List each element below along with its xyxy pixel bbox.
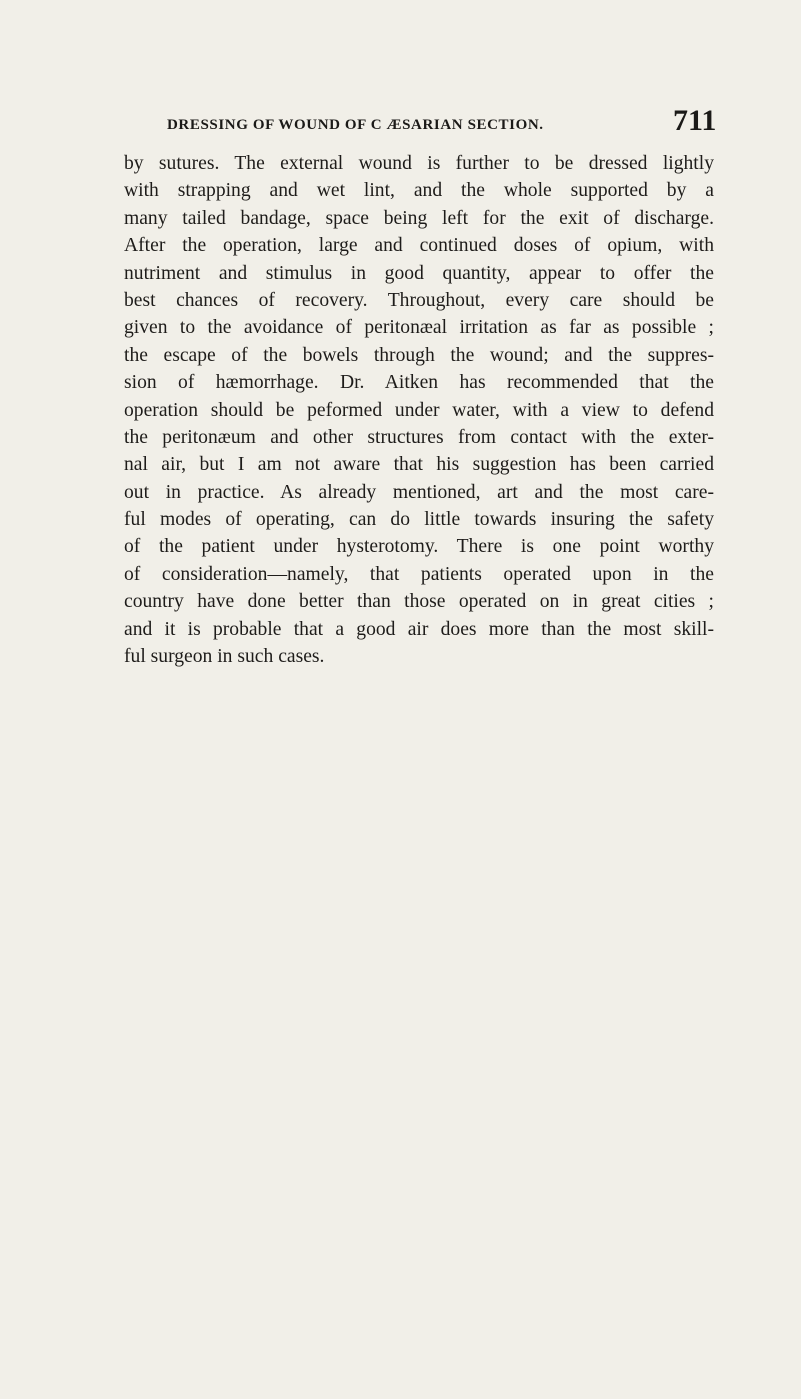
running-head-title: DRESSING OF WOUND OF C ÆSARIAN SECTION. xyxy=(167,117,544,133)
text-line: sion of hæmorrhage. Dr. Aitken has recommended that the xyxy=(124,372,714,394)
text-line: out in practice. As already mentioned, art and the most care- xyxy=(124,481,714,503)
text-line: and it is probable that a good air does more than the most skill- xyxy=(124,618,714,640)
text-line: many tailed bandage, space being left for the exit of discharge. xyxy=(124,207,714,229)
text-line: ful modes of operating, can do little towards insuring the safety xyxy=(124,509,714,531)
text-line: country have done better than those operated on in great cities ; xyxy=(124,591,714,613)
running-head xyxy=(125,86,725,137)
body-text xyxy=(124,150,714,670)
text-line: the peritonæum and other structures from contact with the exter- xyxy=(124,426,714,448)
text-line: nal air, but I am not aware that his suggestion has been carried xyxy=(124,454,714,476)
text-line: by sutures. The external wound is further to be dressed lightly xyxy=(124,153,714,174)
text-line: with strapping and wet lint, and the whole supported by a xyxy=(124,180,714,202)
text-line: nutriment and stimulus in good quantity, appear to offer the xyxy=(124,262,714,284)
text-line: operation should be peformed under water, with a view to defend xyxy=(124,399,714,421)
text-line: ful surgeon in such cases. xyxy=(124,646,325,668)
text-line: After the operation, large and continued doses of opium, with xyxy=(124,235,714,257)
text-line: of consideration—namely, that patients operated upon in the xyxy=(124,563,714,585)
text-line: of the patient under hysterotomy. There is one point worthy xyxy=(124,536,714,558)
text-line: best chances of recovery. Throughout, every care should be xyxy=(124,289,714,311)
text-line: the escape of the bowels through the wound; and the suppres- xyxy=(124,344,714,366)
page-number: 711 xyxy=(673,104,717,137)
text-line: given to the avoidance of peritonæal irritation as far as possible ; xyxy=(124,317,714,339)
